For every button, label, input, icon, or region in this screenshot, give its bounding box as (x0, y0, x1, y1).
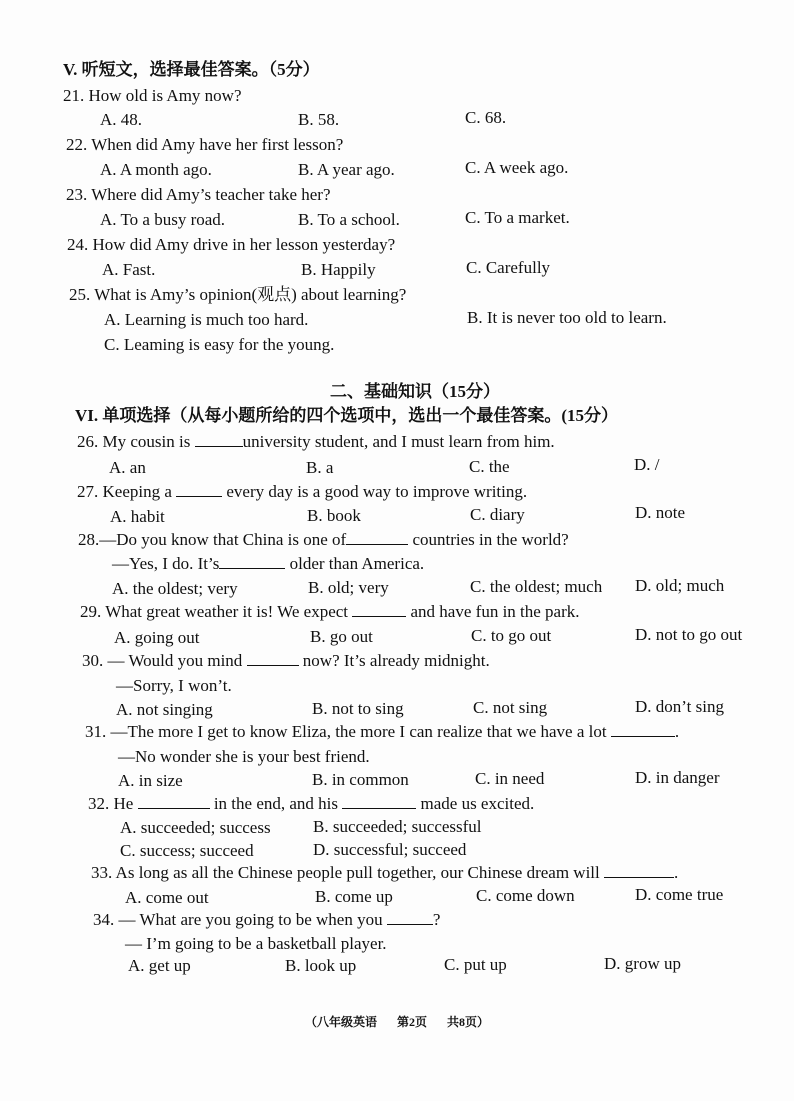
q21-option-c: C. 68. (465, 108, 507, 127)
answer-blank (247, 651, 299, 666)
section-v-heading: V. 听短文，选择最佳答案。（5分） (63, 60, 320, 79)
q34-option-b: B. look up (285, 956, 357, 975)
q31-option-c: C. in need (475, 769, 545, 788)
q27-stem: 27. Keeping a every day is a good way to improve writing. (77, 482, 528, 501)
q32-option-c: C. success; succeed (120, 841, 254, 860)
answer-blank (611, 722, 675, 737)
q21-stem: 21. How old is Amy now? (63, 86, 242, 105)
answer-blank (352, 602, 406, 617)
q28-option-b: B. old; very (308, 578, 389, 597)
q22-stem: 22. When did Amy have her first lesson? (66, 135, 344, 154)
page-footer (0, 1013, 794, 1030)
q25-option-b: B. It is never too old to learn. (467, 308, 667, 327)
answer-blank (176, 482, 222, 497)
q31-option-d: D. in danger (635, 768, 720, 787)
q24-option-c: C. Carefully (466, 258, 551, 277)
q34-line2: — I’m going to be a basketball player. (125, 934, 387, 953)
section-vi-heading: VI. 单项选择（从每小题所给的四个选项中，选出一个最佳答案。(15分） (75, 406, 619, 425)
q30-option-d: D. don’t sing (635, 697, 724, 716)
q27-option-d: D. note (635, 503, 686, 522)
q22-option-a: A. A month ago. (100, 160, 212, 179)
q30-option-a: A. not singing (116, 700, 213, 719)
q28-option-a: A. the oldest; very (112, 579, 238, 598)
q30-option-c: C. not sing (473, 698, 548, 717)
q34-stem: 34. — What are you going to be when you ? (93, 910, 441, 929)
q24-stem: 24. How did Amy drive in her lesson yesterday? (67, 235, 396, 254)
q33-option-d: D. come true (635, 885, 724, 904)
answer-blank (387, 910, 433, 925)
q24-option-a: A. Fast. (102, 260, 156, 279)
q33-option-a: A. come out (125, 888, 209, 907)
q28-option-d: D. old; much (635, 576, 725, 595)
q29-option-d: D. not to go out (635, 625, 743, 644)
q23-option-a: A. To a busy road. (100, 210, 226, 229)
footer-page-number: 第2页 (396, 1015, 427, 1029)
q24-option-b: B. Happily (301, 260, 376, 279)
q22-option-b: B. A year ago. (298, 160, 395, 179)
q30-stem: 30. — Would you mind now? It’s already midnight. (82, 651, 490, 670)
q31-option-a: A. in size (118, 771, 183, 790)
q22-option-c: C. A week ago. (465, 158, 569, 177)
q29-option-b: B. go out (310, 627, 373, 646)
q31-option-b: B. in common (312, 770, 409, 789)
q32-stem: 32. He in the end, and his made us excited. (88, 794, 535, 813)
q32-option-b: B. succeeded; successful (313, 817, 482, 836)
q26-option-b: B. a (306, 458, 334, 477)
q26-stem: 26. My cousin is university student, and I must learn from him. (77, 432, 555, 451)
q23-stem: 23. Where did Amy’s teacher take her? (66, 185, 331, 204)
q33-option-c: C. come down (476, 886, 575, 905)
q25-option-c: C. Leaming is easy for the young. (104, 335, 335, 354)
q32-option-d: D. successful; succeed (313, 840, 467, 859)
q34-option-c: C. put up (444, 955, 507, 974)
q27-option-a: A. habit (110, 507, 165, 526)
footer-subject: （八年级英语 (304, 1015, 377, 1029)
q34-option-a: A. get up (128, 956, 191, 975)
answer-blank (195, 432, 243, 447)
q29-option-c: C. to go out (471, 626, 552, 645)
q26-option-a: A. an (109, 458, 146, 477)
q31-line2: —No wonder she is your best friend. (118, 747, 370, 766)
q33-stem: 33. As long as all the Chinese people pull together, our Chinese dream will . (91, 863, 679, 882)
footer-total-pages: 共8页） (447, 1015, 490, 1029)
q26-option-c: C. the (469, 457, 510, 476)
q32-option-a: A. succeeded; success (120, 818, 271, 837)
q30-option-b: B. not to sing (312, 699, 404, 718)
q29-stem: 29. What great weather it is! We expect and have fun in the park. (80, 602, 580, 621)
answer-blank (219, 554, 285, 569)
q31-stem: 31. —The more I get to know Eliza, the more I can realize that we have a lot . (85, 722, 680, 741)
q30-line2: —Sorry, I won’t. (116, 676, 232, 695)
q21-option-a: A. 48. (100, 110, 143, 129)
q25-stem: 25. What is Amy’s opinion(观点) about learning? (69, 285, 407, 304)
q33-option-b: B. come up (315, 887, 393, 906)
answer-blank (138, 794, 210, 809)
q27-option-c: C. diary (470, 505, 525, 524)
q23-option-c: C. To a market. (465, 208, 570, 227)
answer-blank (346, 530, 408, 545)
q26-option-d: D. / (634, 455, 660, 474)
q23-option-b: B. To a school. (298, 210, 400, 229)
q28-stem: 28.—Do you know that China is one of countries in the world? (78, 530, 569, 549)
q28-line2: —Yes, I do. It’s older than America. (112, 554, 425, 573)
q25-option-a: A. Learning is much too hard. (104, 310, 309, 329)
q28-option-c: C. the oldest; much (470, 577, 603, 596)
part-two-heading: 二、基础知识（15分） (330, 382, 500, 401)
q27-option-b: B. book (307, 506, 361, 525)
q29-option-a: A. going out (114, 628, 200, 647)
answer-blank (604, 863, 674, 878)
q21-option-b: B. 58. (298, 110, 340, 129)
q34-option-d: D. grow up (604, 954, 681, 973)
answer-blank (342, 794, 416, 809)
